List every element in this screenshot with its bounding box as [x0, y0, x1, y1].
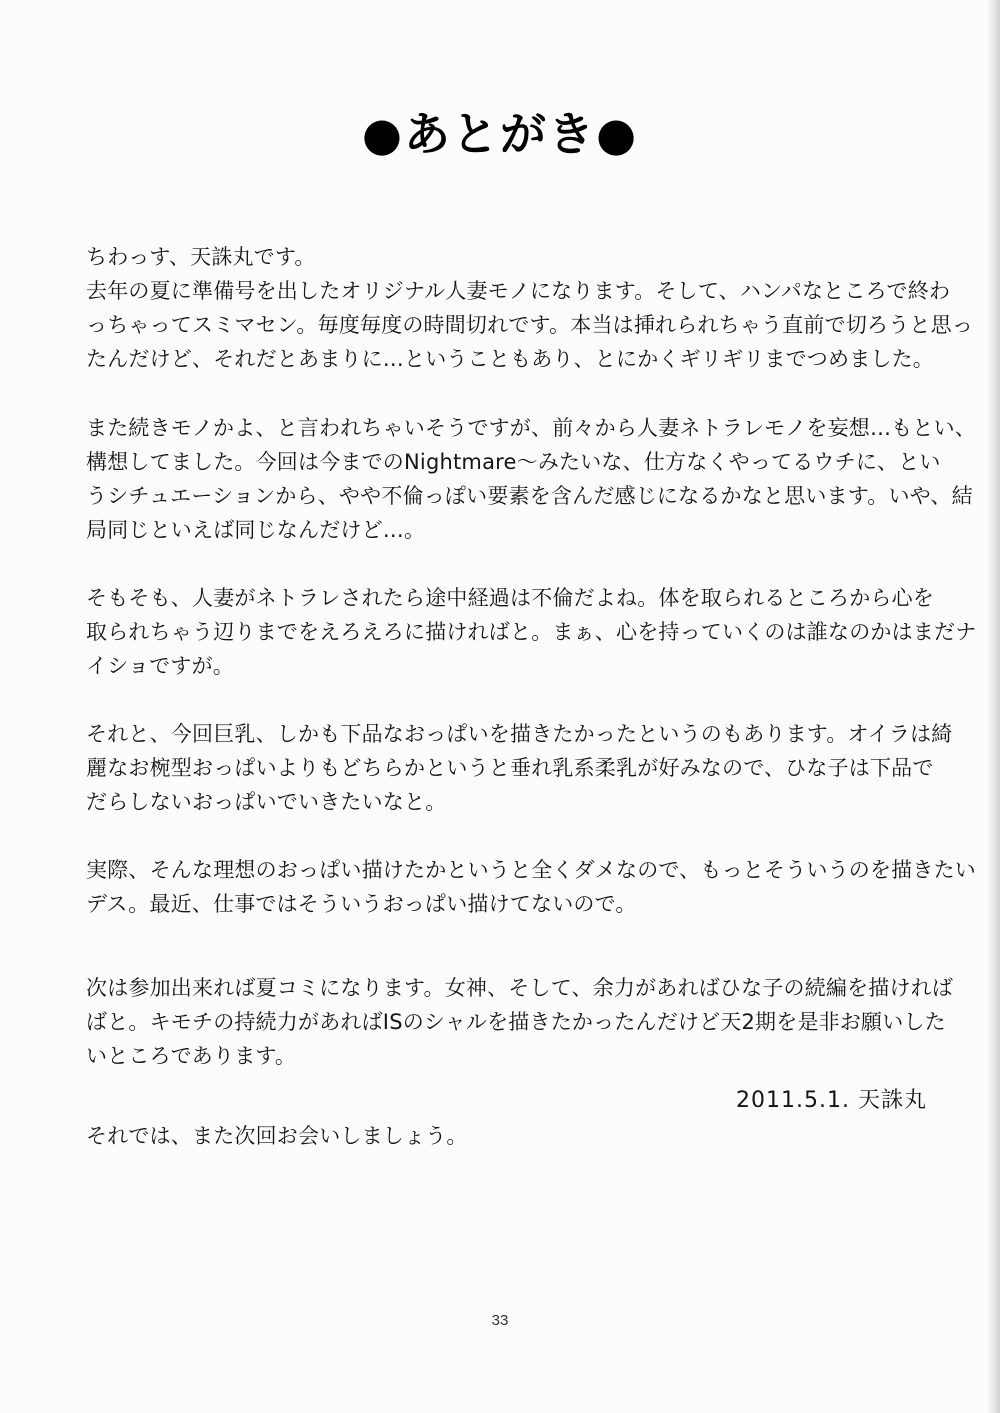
- paragraph-sequel: [86, 411, 976, 547]
- signature-date: 2011.5.1. 天誅丸: [736, 1088, 927, 1113]
- text-line: 取られちゃう辺りまでをえろえろに描ければと。まぁ、心を持っていくのは誰なのかはまだナ: [86, 620, 977, 644]
- text-line: それと、今回巨乳、しかも下品なおっぱいを描きたかったというのもあります。オイラは綺: [86, 722, 953, 746]
- text-line: イショですが。: [86, 654, 234, 678]
- text-line: 麗なお椀型おっぱいよりもどちらかというと垂れ乳系柔乳が好みなので、ひな子は下品で: [86, 756, 934, 780]
- paragraph-drawing: [86, 717, 953, 819]
- text-line: いところであります。: [86, 1044, 297, 1068]
- paragraph-greeting: [86, 240, 974, 376]
- paragraph-farewell: [86, 1119, 926, 1153]
- text-line: デス。最近、仕事ではそういうおっぱい描けてないので。: [86, 892, 637, 916]
- text-line: ばと。キモチの持続力があればISのシャルを描きたかったんだけど天2期を是非お願いした: [86, 1010, 946, 1034]
- text-line: ちわっす、天誅丸です。: [86, 245, 316, 269]
- text-line: また続きモノかよ、と言われちゃいそうですが、前々から人妻ネトラレモノを妄想…もとい、: [86, 416, 976, 440]
- text-line: だらしないおっぱいでいきたいなと。: [86, 790, 447, 814]
- text-line: っちゃってスミマセン。毎度毎度の時間切れです。本当は挿れられちゃう直前で切ろうと思っ: [86, 313, 974, 337]
- text-line: 実際、そんな理想のおっぱい描けたかというと全くダメなので、もっとそういうのを描きたい: [86, 858, 976, 882]
- text-line: 去年の夏に準備号を出したオリジナル人妻モノになります。そして、ハンパなところで終わ: [86, 279, 951, 303]
- text-line: 次は参加出来れば夏コミになります。女神、そして、余力があればひな子の続編を描ければ: [86, 976, 954, 1000]
- paragraph-next-event: [86, 971, 954, 1073]
- page-number: 33: [491, 1312, 509, 1329]
- text-line: 局同じといえば同じなんだけど…。: [86, 518, 426, 542]
- text-line: そもそも、人妻がネトラレされたら途中経過は不倫だよね。体を取られるところから心を: [86, 586, 934, 610]
- page-title: ●あとがき●: [361, 107, 639, 161]
- paragraph-affair: [86, 581, 977, 683]
- text-line: 構想してました。今回は今までのNightmare～みたいな、仕方なくやってるウチに、とい: [86, 450, 941, 474]
- paragraph-reflection: [86, 853, 976, 921]
- page-edge-shadow: [986, 0, 1000, 1413]
- text-line: うシチュエーションから、やや不倫っぽい要素を含んだ感じになるかなと思います。いや、結: [86, 484, 973, 508]
- text-line: たんだけど、それだとあまりに…ということもあり、とにかくギリギリまでつめました。: [86, 347, 934, 371]
- text-line: それでは、また次回お会いしましょう。: [86, 1124, 468, 1148]
- afterword-body: [86, 240, 977, 1186]
